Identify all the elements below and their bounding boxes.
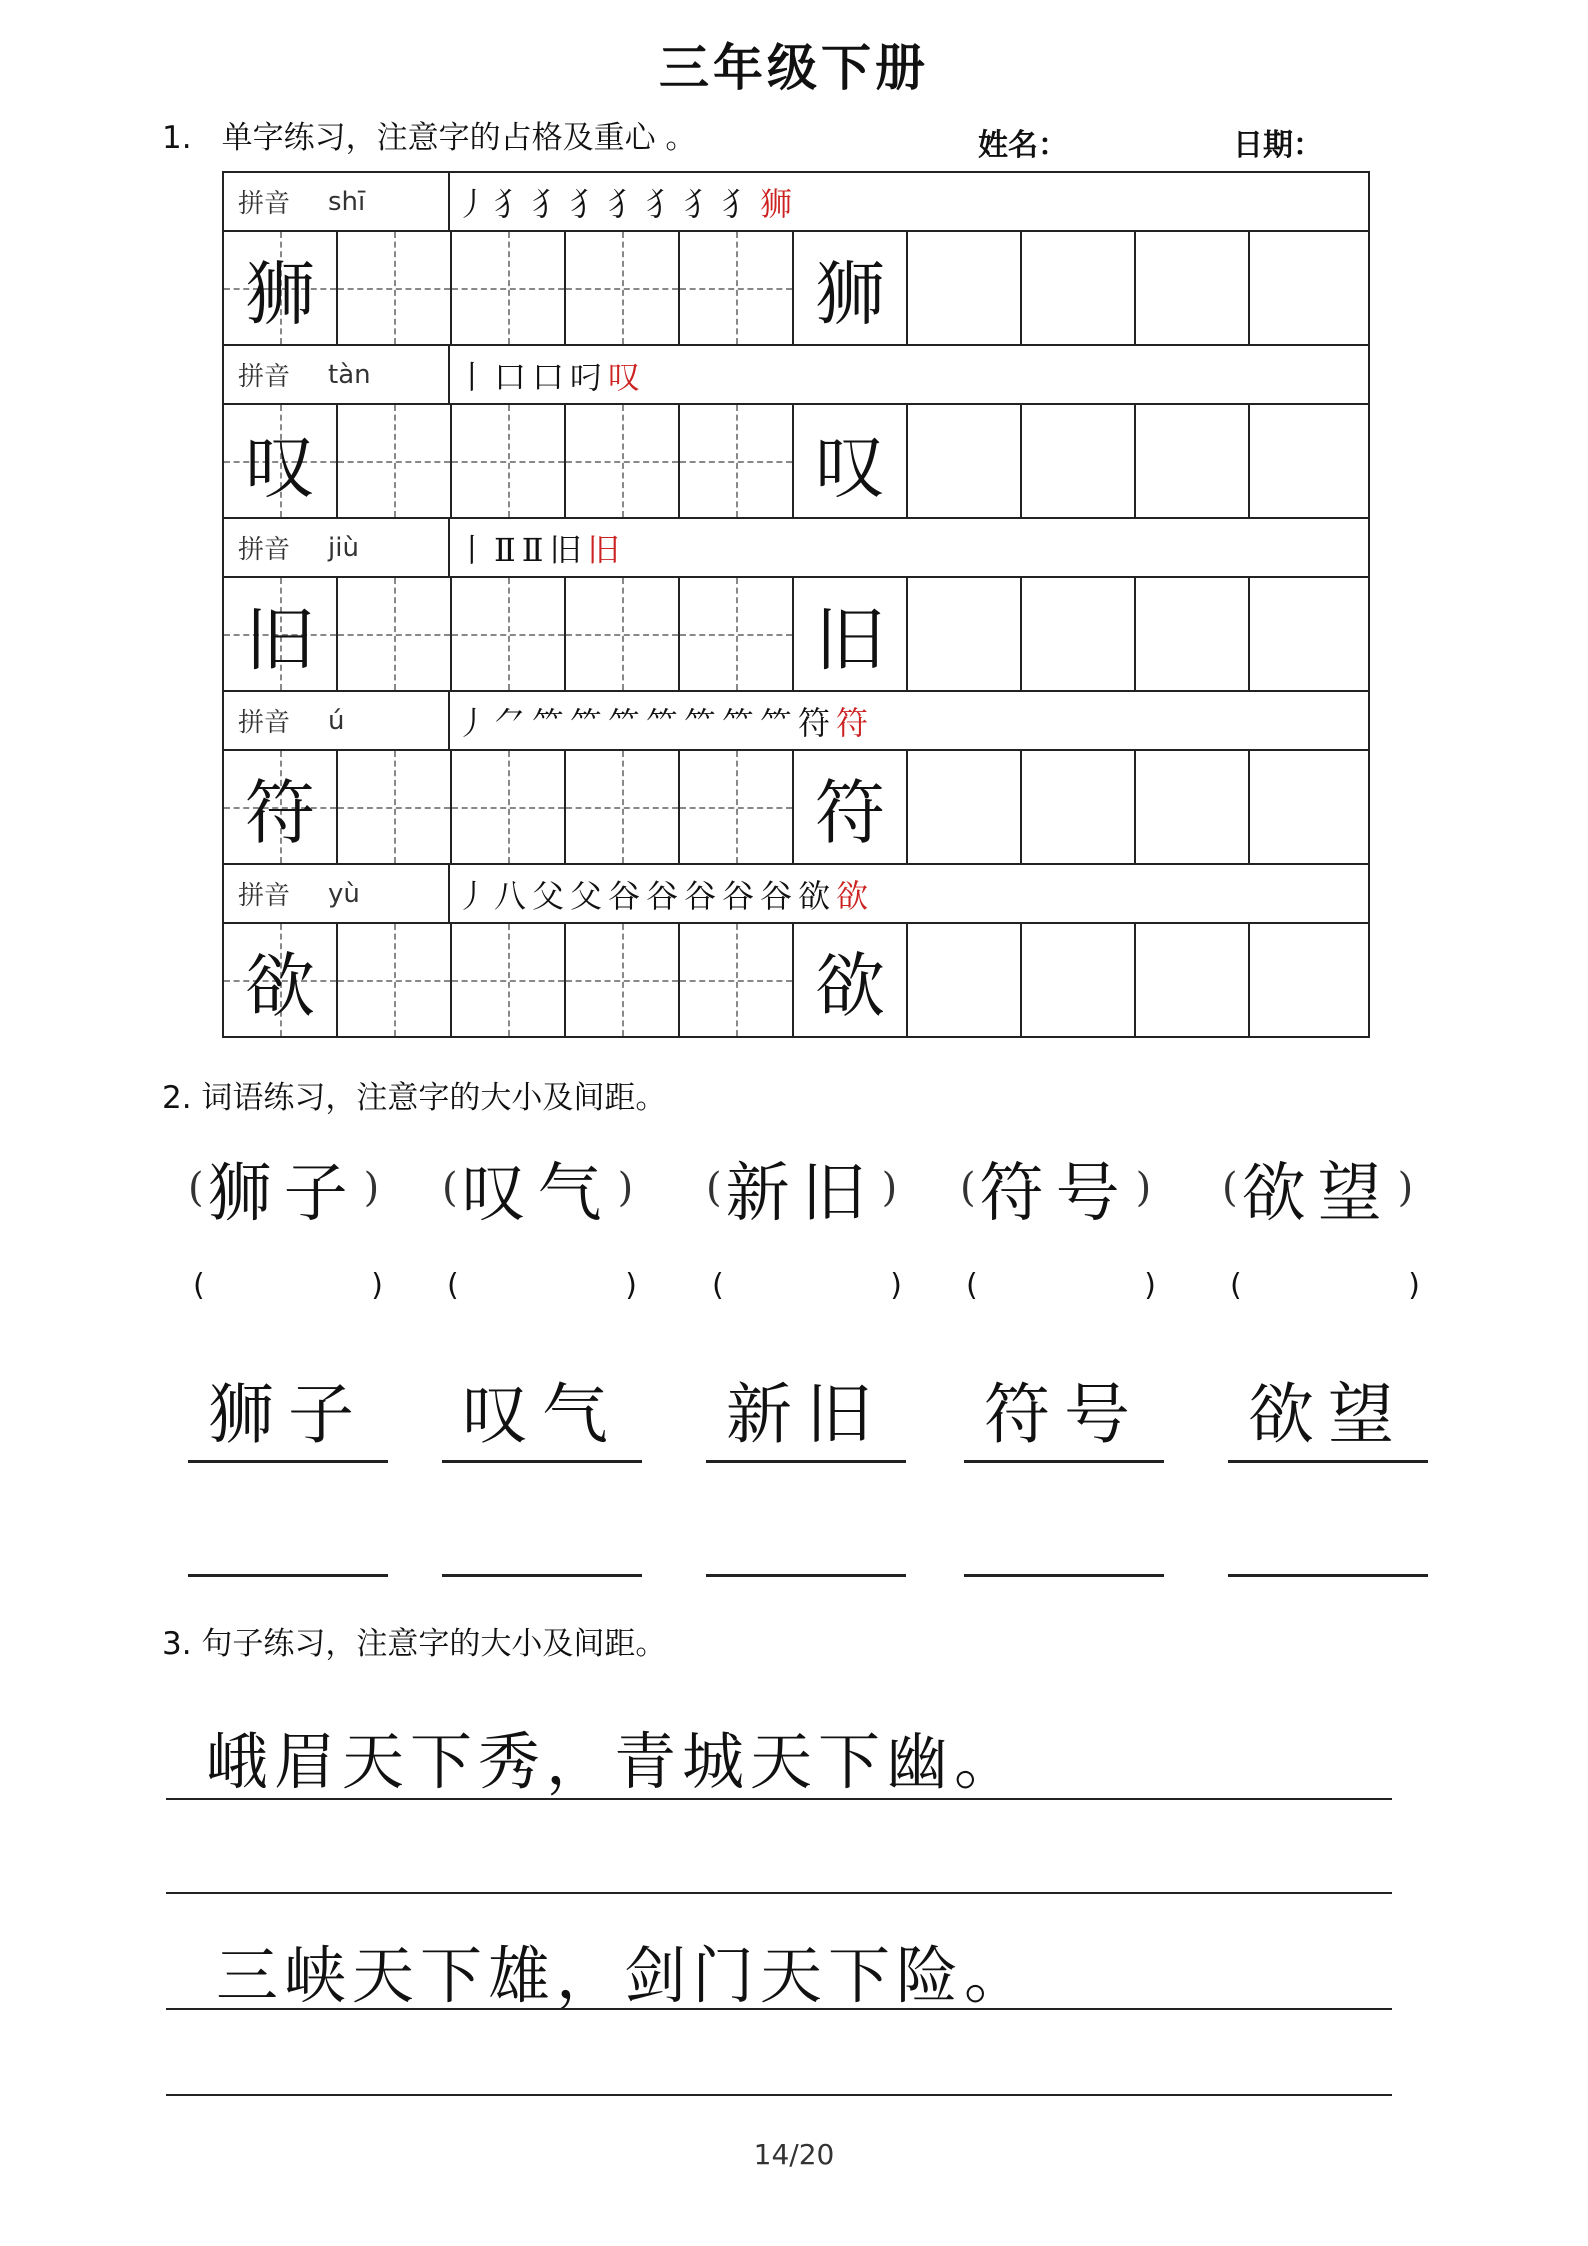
word-writing-line[interactable] xyxy=(964,1574,1164,1577)
open-paren: ( xyxy=(1230,1268,1242,1303)
open-paren: ( xyxy=(447,1268,459,1303)
word-in-parens xyxy=(706,1148,898,1231)
close-paren: ) xyxy=(625,1268,637,1303)
character-practice-grid xyxy=(222,171,1370,1038)
pinyin-label xyxy=(224,346,450,403)
practice-cell[interactable] xyxy=(1022,232,1136,344)
practice-cell[interactable] xyxy=(338,578,452,690)
trace-sentence: 峨眉天下秀，青城天下幽。 xyxy=(206,1725,1023,1798)
close-paren: ) xyxy=(881,1165,898,1211)
word: 新旧 xyxy=(725,1157,878,1231)
trace-sentence: 三峡天下雄，剑门天下险。 xyxy=(216,1939,1033,2012)
close-paren: ) xyxy=(371,1268,383,1303)
trace-character: 叹 xyxy=(815,425,885,508)
stroke-final: 符 xyxy=(836,703,875,742)
pinyin-label-text: 拼音 xyxy=(238,881,291,911)
practice-cell[interactable] xyxy=(566,751,680,863)
trace-character: 旧 xyxy=(815,598,885,681)
practice-cell[interactable] xyxy=(452,578,566,690)
pinyin-text: ú xyxy=(328,705,345,736)
stroke-steps: 丨ⅡⅡ旧 xyxy=(456,530,588,569)
word-writing-line[interactable] xyxy=(442,1574,642,1577)
pinyin-answer-parens[interactable] xyxy=(966,1268,1156,1303)
trace-word: 欲望 xyxy=(1228,1370,1428,1463)
close-paren: ) xyxy=(363,1165,380,1211)
practice-cell[interactable] xyxy=(338,751,452,863)
section-3-heading: 3. 句子练习，注意字的大小及间距。 xyxy=(162,1626,667,1662)
pinyin-answer-parens[interactable] xyxy=(193,1268,383,1303)
word-writing-line[interactable] xyxy=(188,1574,388,1577)
open-paren: ( xyxy=(1222,1165,1238,1211)
stroke-order xyxy=(450,173,1368,230)
pinyin-answer-parens[interactable] xyxy=(1230,1268,1420,1303)
page-number: 14/20 xyxy=(753,2138,835,2171)
pinyin-row xyxy=(224,692,1368,751)
practice-cell[interactable] xyxy=(680,924,794,1036)
practice-cell[interactable] xyxy=(1250,405,1364,517)
stroke-steps: 丿八父父谷谷谷谷谷欲 xyxy=(456,876,837,915)
stroke-steps: 丿犭犭犭犭犭犭犭 xyxy=(456,184,761,223)
pinyin-label-text: 拼音 xyxy=(238,535,291,565)
practice-cell[interactable] xyxy=(566,924,680,1036)
trace-cell xyxy=(794,578,908,690)
word-in-parens xyxy=(188,1148,380,1231)
pinyin-row xyxy=(224,173,1368,232)
stroke-final: 狮 xyxy=(760,184,799,223)
model-character: 叹 xyxy=(245,425,315,508)
pinyin-text: tàn xyxy=(328,359,371,390)
practice-cell[interactable] xyxy=(1136,924,1250,1036)
pinyin-answer-parens[interactable] xyxy=(712,1268,902,1303)
open-paren: ( xyxy=(188,1165,204,1211)
trace-cell xyxy=(794,751,908,863)
sentence-line xyxy=(166,1798,1392,1800)
pinyin-label xyxy=(224,519,450,576)
open-paren: ( xyxy=(193,1268,205,1303)
open-paren: ( xyxy=(442,1165,458,1211)
practice-cell[interactable] xyxy=(1136,405,1250,517)
trace-character: 狮 xyxy=(815,252,885,335)
practice-cell[interactable] xyxy=(1250,578,1364,690)
open-paren: ( xyxy=(960,1165,976,1211)
practice-cell[interactable] xyxy=(680,405,794,517)
open-paren: ( xyxy=(706,1165,722,1211)
trace-cell xyxy=(794,924,908,1036)
practice-cell[interactable] xyxy=(908,924,1022,1036)
practice-cells-row xyxy=(224,924,1368,1036)
sentence-writing-line[interactable] xyxy=(166,1892,1392,1894)
practice-cell[interactable] xyxy=(452,232,566,344)
stroke-order xyxy=(450,692,1368,749)
word-writing-line[interactable] xyxy=(706,1574,906,1577)
practice-cell[interactable] xyxy=(566,405,680,517)
stroke-order xyxy=(450,519,1368,576)
section-1-text: 单字练习，注意字的占格及重心 。 xyxy=(221,120,697,156)
practice-cell[interactable] xyxy=(452,751,566,863)
practice-cells-row xyxy=(224,232,1368,346)
word-writing-line[interactable] xyxy=(1228,1574,1428,1577)
practice-cell[interactable] xyxy=(1022,578,1136,690)
practice-cells-row xyxy=(224,578,1368,692)
word: 狮子 xyxy=(207,1157,360,1231)
page-title: 三年级下册 xyxy=(659,39,929,97)
practice-cell[interactable] xyxy=(1250,232,1364,344)
model-character: 欲 xyxy=(245,944,315,1027)
word: 叹气 xyxy=(461,1157,614,1231)
trace-word: 符号 xyxy=(964,1370,1164,1463)
practice-cell[interactable] xyxy=(1136,578,1250,690)
practice-cell[interactable] xyxy=(1250,751,1364,863)
stroke-steps: 丨口口叼 xyxy=(456,357,609,396)
practice-cells-row xyxy=(224,405,1368,519)
practice-cell[interactable] xyxy=(452,405,566,517)
pinyin-text: yù xyxy=(328,878,360,909)
word-in-parens xyxy=(442,1148,634,1231)
model-character: 狮 xyxy=(245,252,315,335)
trace-character: 欲 xyxy=(815,944,885,1027)
practice-cell[interactable] xyxy=(908,232,1022,344)
practice-cell[interactable] xyxy=(1022,924,1136,1036)
sentence-line xyxy=(166,2008,1392,2010)
close-paren: ) xyxy=(1135,1165,1152,1211)
practice-cell[interactable] xyxy=(908,405,1022,517)
trace-word: 叹气 xyxy=(442,1370,642,1463)
pinyin-label-text: 拼音 xyxy=(238,362,291,392)
word-in-parens xyxy=(960,1148,1152,1231)
model-cell xyxy=(224,751,338,863)
practice-cell[interactable] xyxy=(1250,924,1364,1036)
stroke-order xyxy=(450,346,1368,403)
practice-cell[interactable] xyxy=(566,578,680,690)
practice-cell[interactable] xyxy=(1022,751,1136,863)
practice-cell[interactable] xyxy=(680,751,794,863)
practice-cell[interactable] xyxy=(338,924,452,1036)
model-cell xyxy=(224,924,338,1036)
word: 欲望 xyxy=(1241,1157,1394,1231)
pinyin-row xyxy=(224,519,1368,578)
pinyin-row xyxy=(224,346,1368,405)
stroke-order xyxy=(450,865,1368,922)
pinyin-label-text: 拼音 xyxy=(238,708,291,738)
model-cell xyxy=(224,578,338,690)
sentence-writing-line[interactable] xyxy=(166,2094,1392,2096)
model-character: 旧 xyxy=(245,598,315,681)
stroke-final: 旧 xyxy=(587,530,626,569)
practice-cell[interactable] xyxy=(1022,405,1136,517)
practice-cell[interactable] xyxy=(452,924,566,1036)
word-in-parens xyxy=(1222,1148,1414,1231)
word: 符号 xyxy=(979,1157,1132,1231)
practice-cell[interactable] xyxy=(680,232,794,344)
close-paren: ) xyxy=(1397,1165,1414,1211)
pinyin-label-text: 拼音 xyxy=(238,189,291,219)
practice-cells-row xyxy=(224,751,1368,865)
practice-cell[interactable] xyxy=(338,232,452,344)
practice-cell[interactable] xyxy=(908,751,1022,863)
trace-cell xyxy=(794,232,908,344)
stroke-steps: 丿⺈⺮⺮⺮⺮⺮⺮⺮符 xyxy=(456,703,837,742)
practice-cell[interactable] xyxy=(908,578,1022,690)
close-paren: ) xyxy=(617,1165,634,1211)
close-paren: ) xyxy=(1408,1268,1420,1303)
trace-word: 狮子 xyxy=(188,1370,388,1463)
practice-cell[interactable] xyxy=(1136,232,1250,344)
practice-cell[interactable] xyxy=(1136,751,1250,863)
practice-cell[interactable] xyxy=(338,405,452,517)
open-paren: ( xyxy=(966,1268,978,1303)
model-cell xyxy=(224,232,338,344)
model-character: 符 xyxy=(245,771,315,854)
section-2-heading: 2. 词语练习，注意字的大小及间距。 xyxy=(162,1080,667,1116)
pinyin-text: jiù xyxy=(328,532,359,563)
pinyin-text: shī xyxy=(328,186,366,217)
pinyin-answer-parens[interactable] xyxy=(447,1268,637,1303)
stroke-final: 叹 xyxy=(608,357,647,396)
pinyin-label xyxy=(224,692,450,749)
practice-cell[interactable] xyxy=(566,232,680,344)
date-label: 日期： xyxy=(1233,128,1323,163)
section-1-heading xyxy=(162,112,696,157)
model-cell xyxy=(224,405,338,517)
section-1-number: 1. xyxy=(162,120,192,156)
trace-word: 新旧 xyxy=(706,1370,906,1463)
pinyin-label xyxy=(224,865,450,922)
trace-cell xyxy=(794,405,908,517)
open-paren: ( xyxy=(712,1268,724,1303)
name-label: 姓名： xyxy=(978,128,1068,163)
pinyin-label xyxy=(224,173,450,230)
close-paren: ) xyxy=(890,1268,902,1303)
close-paren: ) xyxy=(1144,1268,1156,1303)
trace-character: 符 xyxy=(815,771,885,854)
stroke-final: 欲 xyxy=(836,876,875,915)
practice-cell[interactable] xyxy=(680,578,794,690)
pinyin-row xyxy=(224,865,1368,924)
